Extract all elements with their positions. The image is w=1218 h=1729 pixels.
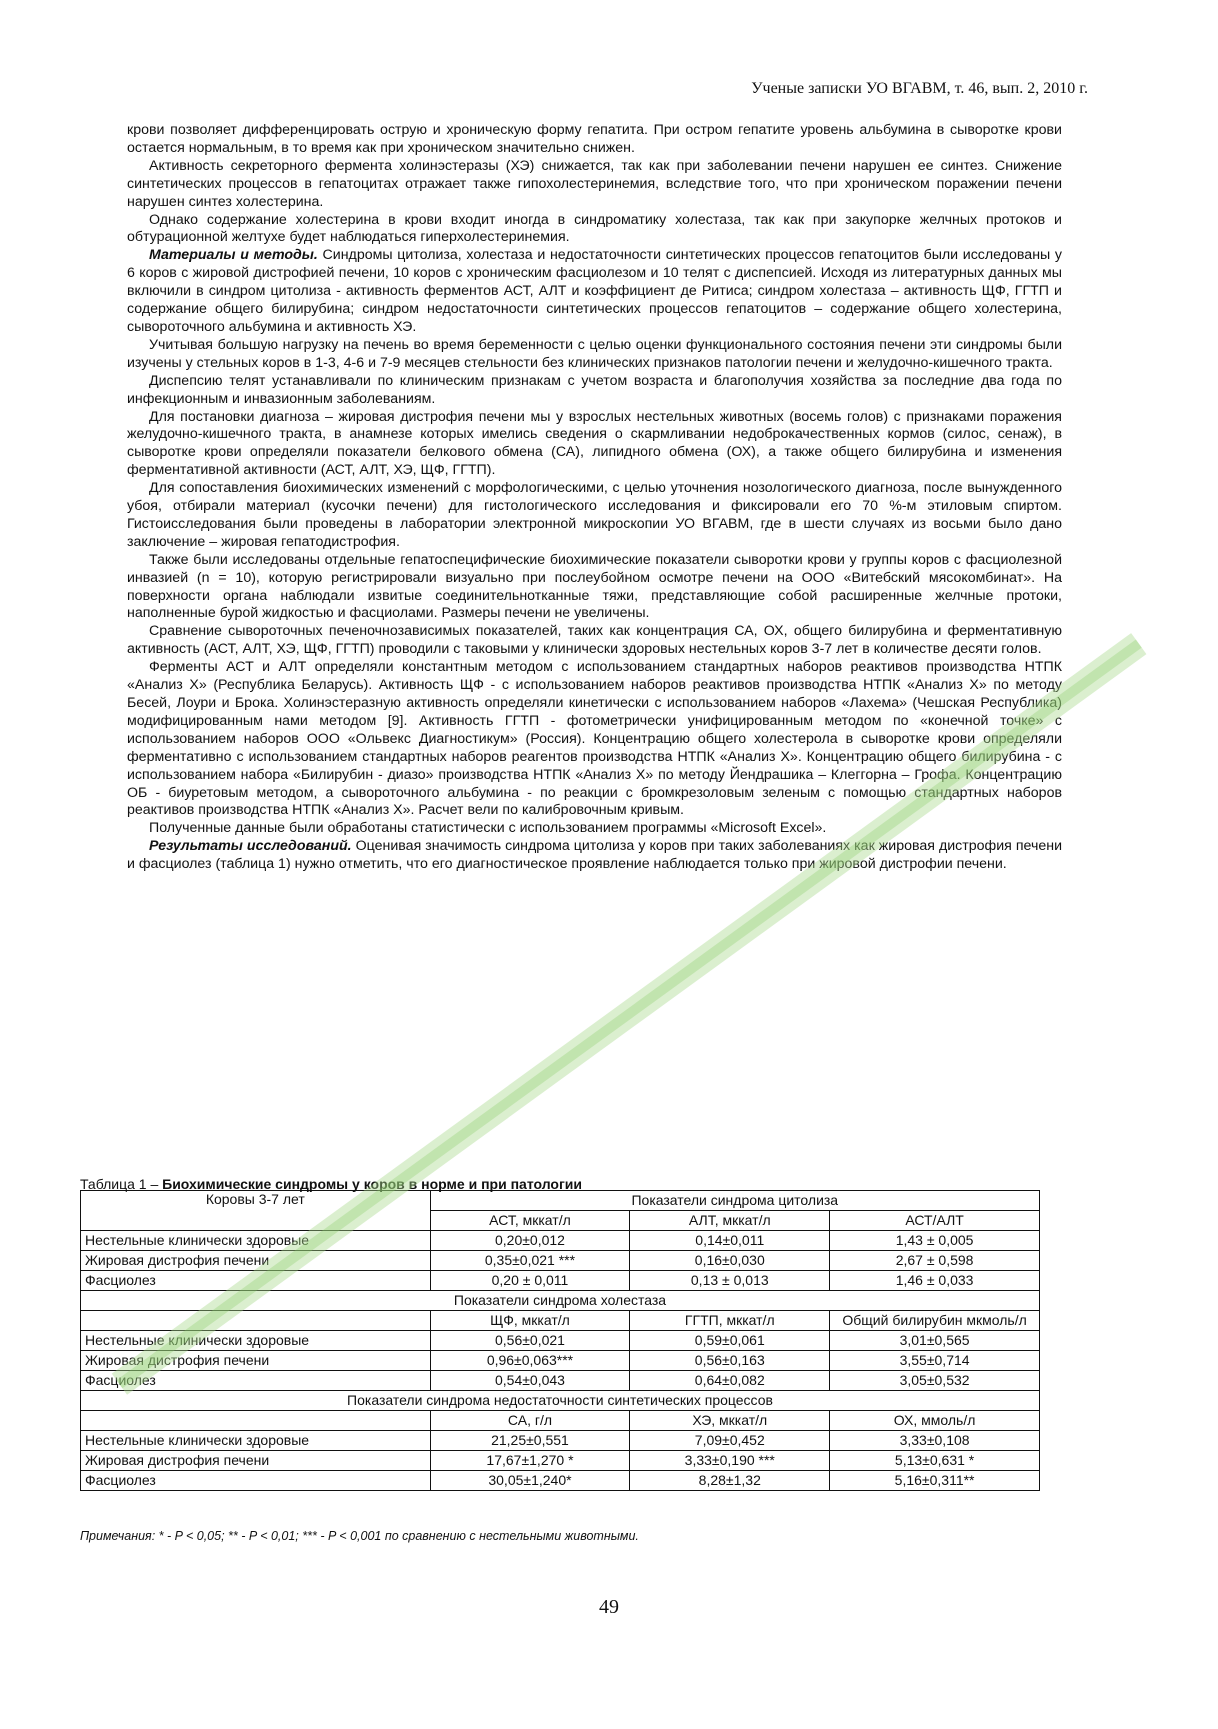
table-cell: 3,05±0,532 xyxy=(830,1371,1040,1391)
table-section-title: Показатели синдрома холестаза xyxy=(81,1291,1040,1311)
table-column-header: ЩФ, мккат/л xyxy=(430,1311,630,1331)
table-column-header: ГГТП, мккат/л xyxy=(630,1311,830,1331)
table-row xyxy=(81,1191,1040,1211)
page-number: 49 xyxy=(599,1596,619,1618)
paragraph-text: Оценивая значимость синдрома цитолиза у коров при таких заболеваниях как жировая дистрофия печени и фасциолез (таблица 1) нужно отметить, что его диагностическое проявление наблюдается только при жировой дистрофии печени. xyxy=(127,838,1063,873)
table-column-header: ОХ, ммоль/л xyxy=(830,1411,1040,1431)
table-cell: 0,54±0,043 xyxy=(430,1371,630,1391)
table-section-title: Показатели синдрома цитолиза xyxy=(430,1191,1039,1211)
table-cell: 5,16±0,311** xyxy=(830,1471,1040,1491)
paragraph-results xyxy=(127,838,1062,874)
table-row xyxy=(81,1451,1040,1471)
section-heading-results: Результаты исследований. xyxy=(149,838,352,855)
table-row-label: Нестельные клинически здоровые xyxy=(81,1231,431,1251)
table-row xyxy=(81,1411,1040,1431)
table-cell: 1,46 ± 0,033 xyxy=(830,1271,1040,1291)
paragraph: Сравнение сывороточных печеночнозависимых показателей, таких как концентрация СА, ОХ, общего билирубина и ферментативную активность (АСТ, АЛТ, ХЭ, ЩФ, ГГТП) проводили с таковыми у клинически здоровых нестельных коров 3-7 лет в количестве десяти голов. xyxy=(127,623,1062,658)
running-header: Ученые записки УО ВГАВМ, т. 46, вып. 2, 2010 г. xyxy=(751,80,1088,97)
table-row xyxy=(81,1431,1040,1451)
paragraph: Диспепсию телят устанавливали по клиническим признакам с учетом возраста и благополучия хозяйства за последние два года по инфекционным и инвазионным заболеваниям. xyxy=(127,372,1062,407)
table-cell: 5,13±0,631 * xyxy=(830,1451,1040,1471)
table-column-header: АСТ, мккат/л xyxy=(430,1211,630,1231)
table-cell: 0,20±0,012 xyxy=(430,1231,630,1251)
table-cell: 0,35±0,021 *** xyxy=(430,1251,630,1271)
table-cell: 3,33±0,190 *** xyxy=(630,1451,830,1471)
table-row xyxy=(81,1331,1040,1351)
table-cell: 2,67 ± 0,598 xyxy=(830,1251,1040,1271)
table-cell: 0,96±0,063*** xyxy=(430,1351,630,1371)
table-row xyxy=(81,1231,1040,1251)
table-column-header: Общий билирубин мкмоль/л xyxy=(830,1311,1040,1331)
table-section-title: Показатели синдрома недостаточности синтетических процессов xyxy=(81,1391,1040,1411)
table-cell: 17,67±1,270 * xyxy=(430,1451,630,1471)
paragraph: Ферменты АСТ и АЛТ определяли константным методом с использованием стандартных наборов реактивов производства НТПК «Анализ Х» (Республика Беларусь). Активность ЩФ - с использованием наборов реактивов производства НТПК «Анализ Х» по методу Бесей, Лоури и Брока. Холинэстеразную активность определяли кинетически с использованием наборов «Лахема» (Чешская Республика) модифицированным нами методом [9]. Активность ГГТП - фотометрически унифицированным методом по «конечной точке» с использованием наборов ООО «Ольвекс Диагностикум» (Россия). Концентрацию общего холестерола в сыворотке крови определяли ферментативно с использованием стандартных наборов реагентов производства НТПК «Анализ Х». Концентрацию общего билирубина - с использованием набора «Билирубин - диазо» производства НТПК «Анализ Х» по методу Йендрашика – Клеггорна – Грофа. Концентрацию ОБ - биуретовым методом, а сывороточного альбумина - по реакции с бромкрезоловым зеленым с помощью стандартных наборов реактивов производства НТПК «Анализ Х». Расчет вели по калибровочным кривым. xyxy=(127,659,1062,819)
table-row xyxy=(81,1311,1040,1331)
caption-prefix: Таблица 1 – xyxy=(80,1176,163,1192)
table-cell: 3,01±0,565 xyxy=(830,1331,1040,1351)
paragraph-text: Синдромы цитолиза, холестаза и недостаточности синтетических процессов гепатоцитов были исследованы у 6 коров с жировой дистрофией печени, 10 коров с хроническим фасциолезом и 10 телят с диспепсией. Исходя из литературных данных мы включили в синдром цитолиза - активность ферментов АСТ, АЛТ и коэффициент де Ритиса; синдром холестаза – активность ЩФ, ГГТП и содержание общего билирубина; синдром недостаточности синтетических процессов гепатоцитов – содержание общего холестерина, сывороточного альбумина и активность ХЭ. xyxy=(127,247,1062,335)
paragraph: крови позволяет дифференцировать острую и хроническую форму гепатита. При остром гепатите уровень альбумина в сыворотке крови остается нормальным, в то время как при хроническом значительно снижен. xyxy=(127,122,1062,156)
paragraph: Полученные данные были обработаны статистически с использованием программы «Microsoft Excel». xyxy=(149,820,827,837)
section-heading-methods: Материалы и методы. xyxy=(149,247,318,264)
table-corner-header: Коровы 3-7 лет xyxy=(81,1191,431,1231)
table-row-label: Нестельные клинически здоровые xyxy=(81,1331,431,1351)
paragraph-methods xyxy=(127,247,1062,337)
table-row xyxy=(81,1471,1040,1491)
paragraph: Для сопоставления биохимических изменений с морфологическими, с целью уточнения нозологического диагноза, после вынужденного убоя, отбирали материал (кусочки печени) для гистологического исследования и фиксировали его 70 %-м этиловым спиртом. Гистоисследования были проведены в лаборатории электронной микроскопии УО ВГАВМ, где в шести случаях из восьми было дано заключение – жировая гепатодистрофия. xyxy=(127,480,1062,550)
table-column-header: СА, г/л xyxy=(430,1411,630,1431)
table-cell: 1,43 ± 0,005 xyxy=(830,1231,1040,1251)
table-empty-cell xyxy=(81,1311,431,1331)
table-cell: 0,56±0,021 xyxy=(430,1331,630,1351)
table-row xyxy=(81,1371,1040,1391)
table-cell: 0,59±0,061 xyxy=(630,1331,830,1351)
table-row-label: Жировая дистрофия печени xyxy=(81,1251,431,1271)
table-cell: 0,64±0,082 xyxy=(630,1371,830,1391)
table-row xyxy=(81,1291,1040,1311)
table-column-header: ХЭ, мккат/л xyxy=(630,1411,830,1431)
table-cell: 0,16±0,030 xyxy=(630,1251,830,1271)
table-row-label: Нестельные клинически здоровые xyxy=(81,1431,431,1451)
table-cell: 3,33±0,108 xyxy=(830,1431,1040,1451)
table-row-label: Фасциолез xyxy=(81,1471,431,1491)
table-cell: 3,55±0,714 xyxy=(830,1351,1040,1371)
table-column-header: АСТ/АЛТ xyxy=(830,1211,1040,1231)
table-cell: 21,25±0,551 xyxy=(430,1431,630,1451)
table-row-label: Фасциолез xyxy=(81,1271,431,1291)
table-empty-cell xyxy=(81,1411,431,1431)
paragraph: Учитывая большую нагрузку на печень во время беременности с целью оценки функционального состояния печени эти синдромы были изучены у стельных коров в 1-3, 4-6 и 7-9 месяцев стельности без клинических признаков патологии печени и желудочно-кишечного тракта. xyxy=(127,336,1062,371)
table-cell: 0,13 ± 0,013 xyxy=(630,1271,830,1291)
table-row-label: Жировая дистрофия печени xyxy=(81,1451,431,1471)
paragraph: Однако содержание холестерина в крови входит иногда в синдроматику холестаза, так как при закупорке желчных протоков и обтурационной желтухе будет наблюдаться гиперхолестеринемия. xyxy=(127,211,1062,246)
caption-title: Биохимические синдромы у коров в норме и при патологии xyxy=(162,1176,583,1192)
table-cell: 0,20 ± 0,011 xyxy=(430,1271,630,1291)
table-row xyxy=(81,1391,1040,1411)
table-cell: 0,56±0,163 xyxy=(630,1351,830,1371)
table-cell: 7,09±0,452 xyxy=(630,1431,830,1451)
paragraph: Активность секреторного фермента холинэстеразы (ХЭ) снижается, так как при заболевании печени нарушен ее синтез. Снижение синтетических процессов в гепатоцитах отражает также гипохолестеринемия, вследствие того, что при хроническом поражении печени нарушен синтез холестерина. xyxy=(127,157,1062,210)
table-row-label: Жировая дистрофия печени xyxy=(81,1351,431,1371)
table-notes: Примечания: * - P < 0,05; ** - P < 0,01; *** - P < 0,001 по сравнению с нестельными животными. xyxy=(80,1529,639,1543)
data-table xyxy=(80,1190,1040,1491)
table-cell: 8,28±1,32 xyxy=(630,1471,830,1491)
paragraph: Также были исследованы отдельные гепатоспецифические биохимические показатели сыворотки крови у группы коров с фасциолезной инвазией (n = 10), которую регистрировали визуально при послеубойном осмотре печени на ООО «Витебский мясокомбинат». На поверхности органа наблюдали извитые соединительнотканные тяжи, представляющие собой расширенные желчные протоки, наполненные бурой жидкостью и фасциолами. Размеры печени не увеличены. xyxy=(127,551,1062,622)
table-row xyxy=(81,1251,1040,1271)
table-column-header: АЛТ, мккат/л xyxy=(630,1211,830,1231)
table-cell: 30,05±1,240* xyxy=(430,1471,630,1491)
paragraph: Для постановки диагноза – жировая дистрофия печени мы у взрослых нестельных животных (восемь голов) с признаками поражения желудочно-кишечного тракта, в анамнезе которых имелись сведения о скармливании недоброкачественных кормов (силос, сенаж), в сыворотке крови определяли показатели белкового обмена (СА), липидного обмена (ОХ), а также общего билирубина и изменения ферментативной активности (АСТ, АЛТ, ХЭ, ЩФ, ГГТП). xyxy=(127,408,1062,479)
table-row xyxy=(81,1271,1040,1291)
article-body xyxy=(127,122,1062,874)
table-row xyxy=(81,1351,1040,1371)
table-row-label: Фасциолез xyxy=(81,1371,431,1391)
table-cell: 0,14±0,011 xyxy=(630,1231,830,1251)
